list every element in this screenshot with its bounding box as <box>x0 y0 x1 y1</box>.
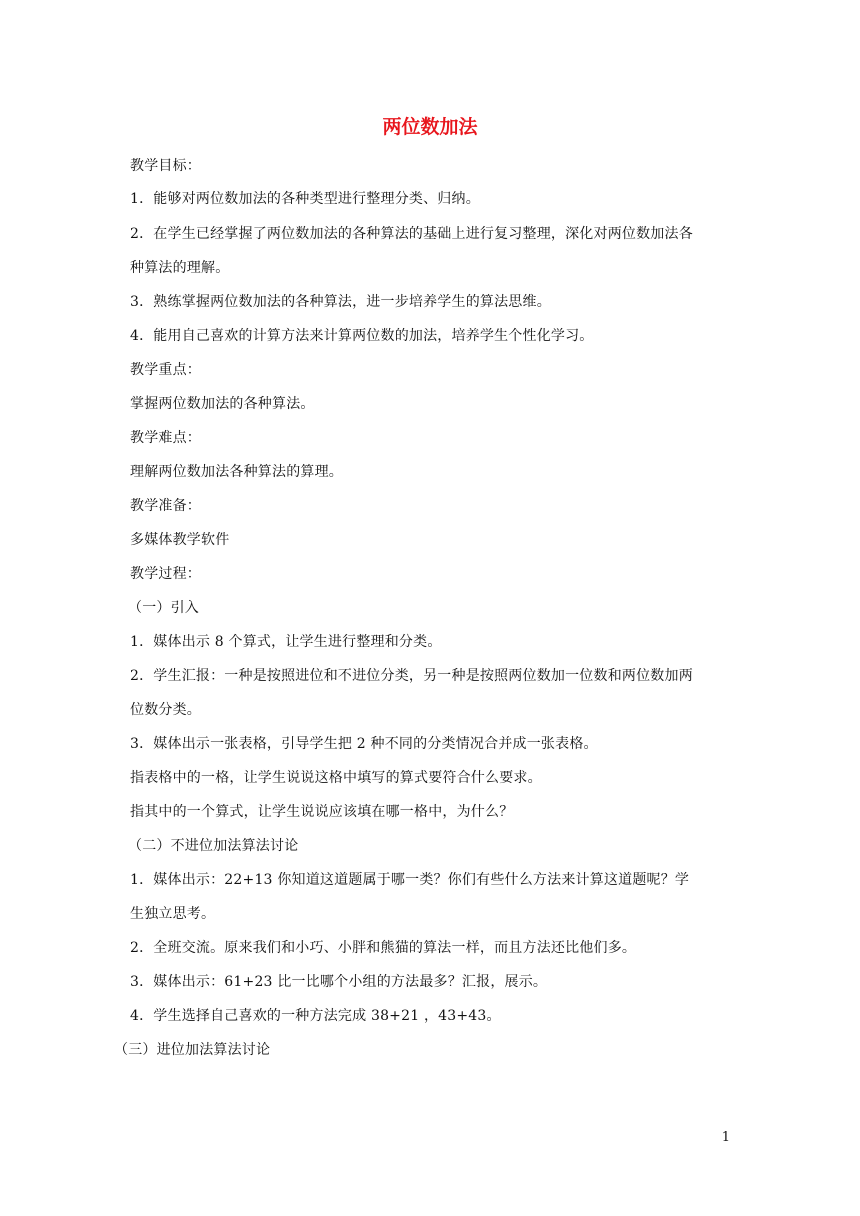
no-carry-step-1-cont: 生独立思考。 <box>130 906 216 922</box>
intro-note-1: 指表格中的一格，让学生说说这格中填写的算式要符合什么要求。 <box>130 770 542 786</box>
no-carry-step-1: 1．媒体出示：22+13 你知道这道题属于哪一类？你们有些什么方法来计算这道题呢？学 <box>130 872 690 888</box>
section-heading-difficulties: 教学难点： <box>130 430 201 446</box>
page-number: 1 <box>721 1130 730 1145</box>
intro-note-2: 指其中的一个算式，让学生说说应该填在哪一格中，为什么？ <box>130 804 514 820</box>
objective-4: 4．能用自己喜欢的计算方法来计算两位数的加法，培养学生个性化学习。 <box>130 328 594 344</box>
intro-step-2-cont: 位数分类。 <box>130 702 201 718</box>
intro-step-2: 2．学生汇报：一种是按照进位和不进位分类，另一种是按照两位数加一位数和两位数加两 <box>130 668 693 684</box>
no-carry-step-4: 4．学生选择自己喜欢的一种方法完成 38+21 ，43+43。 <box>130 1008 501 1024</box>
section-heading-preparation: 教学准备： <box>130 498 201 514</box>
intro-step-1: 1．媒体出示 8 个算式，让学生进行整理和分类。 <box>130 634 442 650</box>
objective-1: 1．能够对两位数加法的各种类型进行整理分类、归纳。 <box>130 191 480 207</box>
subsection-no-carry: （二）不进位加法算法讨论 <box>128 838 299 854</box>
section-heading-objectives: 教学目标： <box>130 158 201 174</box>
preparation-text: 多媒体教学软件 <box>130 532 230 548</box>
document-title: 两位数加法 <box>382 116 478 138</box>
subsection-carry: （三）进位加法算法讨论 <box>114 1042 271 1058</box>
intro-step-3: 3．媒体出示一张表格，引导学生把 2 种不同的分类情况合并成一张表格。 <box>130 736 598 752</box>
objective-3: 3．熟练掌握两位数加法的各种算法，进一步培养学生的算法思维。 <box>130 294 551 310</box>
section-heading-process: 教学过程： <box>130 566 201 582</box>
no-carry-step-2: 2．全班交流。原来我们和小巧、小胖和熊猫的算法一样，而且方法还比他们多。 <box>130 940 637 956</box>
section-heading-key-points: 教学重点： <box>130 362 201 378</box>
difficulties-text: 理解两位数加法各种算法的算理。 <box>130 464 343 480</box>
objective-2-cont: 种算法的理解。 <box>130 260 230 276</box>
no-carry-step-3: 3．媒体出示：61+23 比一比哪个小组的方法最多？汇报，展示。 <box>130 974 548 990</box>
subsection-intro: （一）引入 <box>128 600 199 616</box>
objective-2: 2．在学生已经掌握了两位数加法的各种算法的基础上进行复习整理，深化对两位数加法各 <box>130 226 693 242</box>
key-points-text: 掌握两位数加法的各种算法。 <box>130 396 315 412</box>
